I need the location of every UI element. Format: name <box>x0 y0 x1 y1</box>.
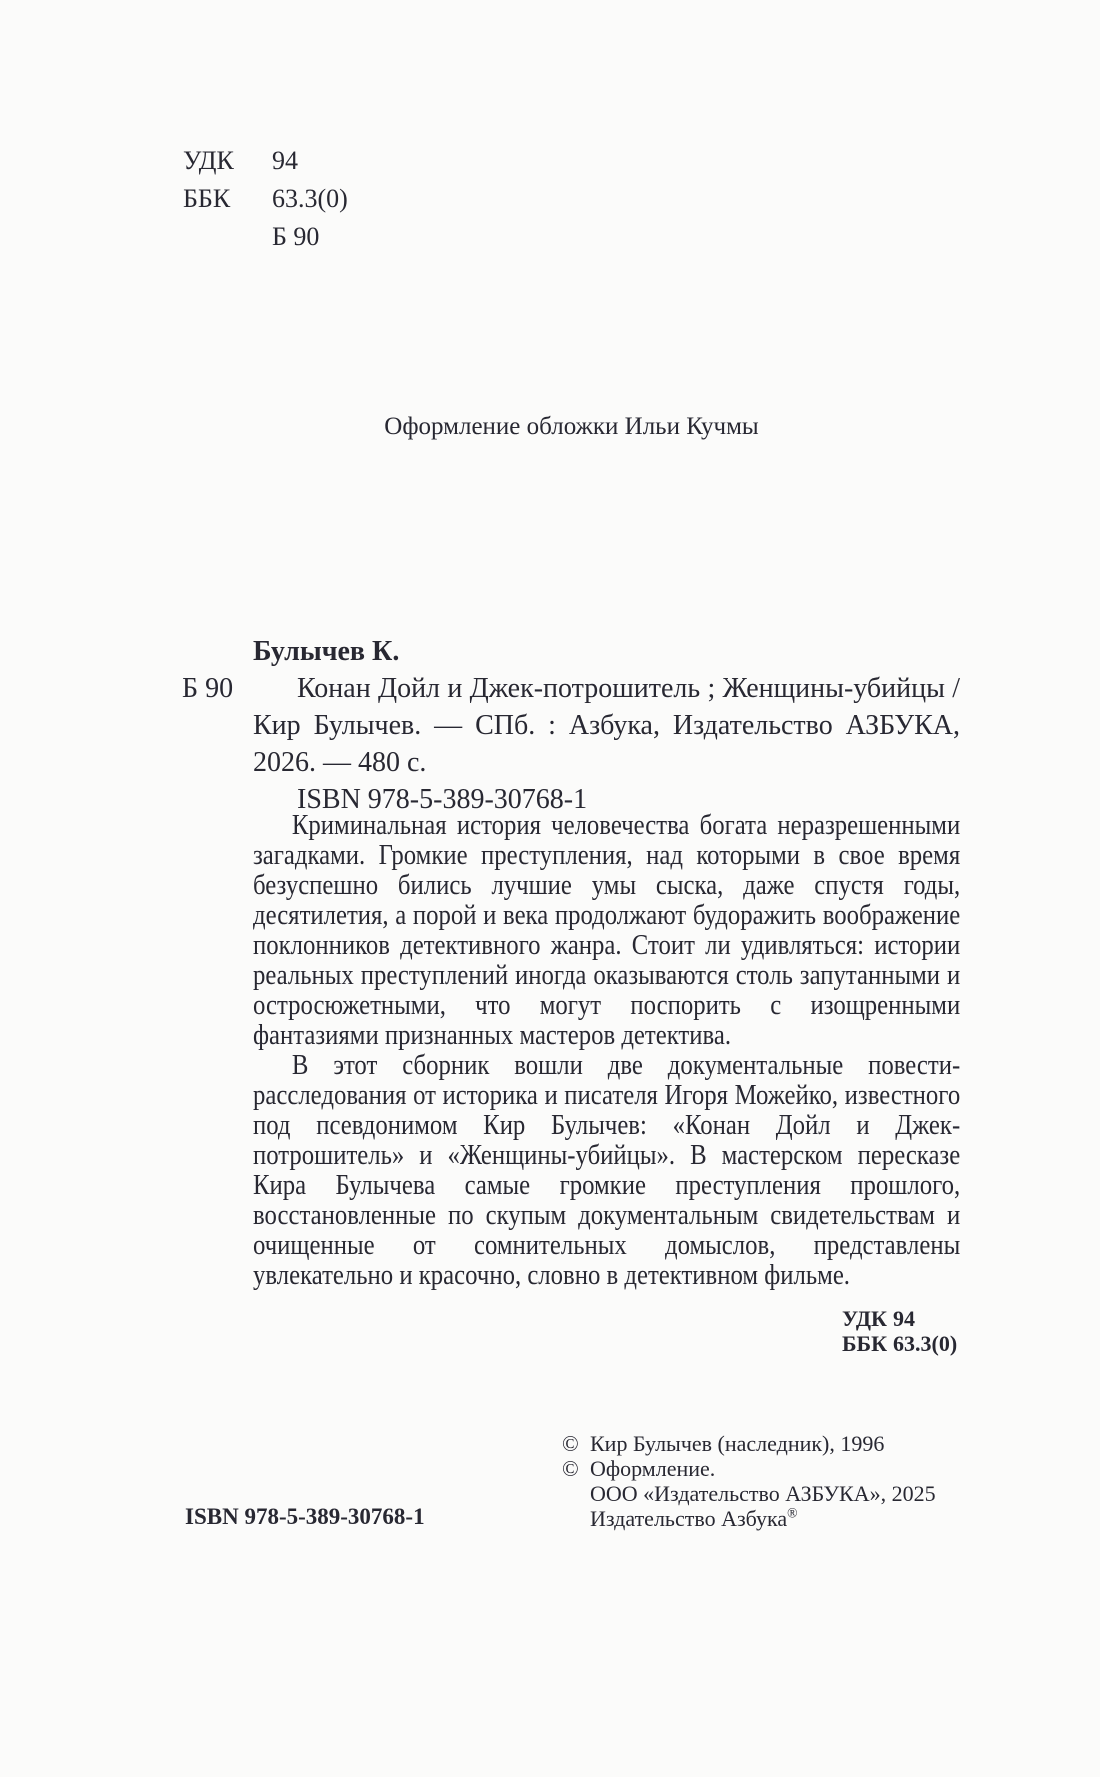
isbn-catalog-line: ISBN 978-5-389-30768-1 <box>297 784 588 815</box>
udk-label-bottom: УДК <box>842 1306 888 1331</box>
author-sign-spacer <box>183 218 272 256</box>
copyright-block <box>562 1431 936 1531</box>
registered-trademark-symbol: ® <box>787 1505 798 1521</box>
description-wrapper <box>183 670 960 781</box>
udk-row-bottom <box>842 1306 957 1331</box>
bbk-row-bottom <box>842 1331 957 1356</box>
annotation-block <box>253 811 960 1291</box>
copyright-mark-spacer <box>562 1506 590 1531</box>
udk-value: 94 <box>272 146 298 175</box>
copyright-symbol: © <box>562 1456 579 1481</box>
copyright-imprint-text <box>590 1506 798 1531</box>
copyright-mark-spacer <box>562 1481 590 1506</box>
copyright-row-design <box>562 1456 936 1481</box>
annotation-paragraph-1: Криминальная история человечества богата неразрешенными загадками. Громкие преступления, над которыми в свое время безуспешно бились лучшие умы сыска, даже спустя годы, десятилетия, а порой и века продолжают будоражить воображение поклонников детективного жанра. Стоит ли удивляться: истории реальных преступлений иногда оказываются столь запутанными и остросюжетными, что могут поспорить с изощренными фантазиями признанных мастеров детектива. <box>253 810 961 1051</box>
copyright-author-text: Кир Булычев (наследник), 1996 <box>590 1431 885 1456</box>
copyright-row-publisher <box>562 1481 936 1506</box>
copyright-publisher-text: ООО «Издательство АЗБУКА», 2025 <box>590 1481 936 1506</box>
udk-value-bottom: 94 <box>893 1306 915 1331</box>
bbk-label-bottom: ББК <box>842 1331 888 1356</box>
isbn-bottom-line: ISBN 978-5-389-30768-1 <box>185 1504 425 1529</box>
annotation-paragraph-2: В этот сборник вошли две документальные повести-расследования от историка и писателя Игоря Можейко, известного под псевдонимом Кир Булычев: «Конан Дойл и Джек-потрошитель» и «Женщины-убийцы». В мастерском пересказе Кира Булычева самые громкие преступления прошлого, восстановленные по скупым документальным свидетельствам и очищенные от сомнительных домыслов, представлены увлекательно и красочно, словно в детективном фильме. <box>253 1050 961 1291</box>
author-sign-value: Б 90 <box>272 222 320 251</box>
bbk-value-bottom: 63.3(0) <box>893 1331 958 1356</box>
udk-label: УДК <box>183 146 234 175</box>
copyright-symbol: © <box>562 1431 579 1456</box>
bbk-value: 63.3(0) <box>272 184 348 213</box>
cover-credit-line: Оформление обложки Ильи Кучмы <box>384 413 759 440</box>
imprint-name: Издательство Азбука <box>590 1506 788 1531</box>
copyright-row-author <box>562 1431 936 1456</box>
copyright-design-text: Оформление. <box>590 1456 716 1481</box>
author-heading: Булычев К. <box>253 636 400 667</box>
catalog-card <box>183 633 960 818</box>
bottom-classification-block <box>842 1306 957 1356</box>
bbk-row <box>183 180 348 218</box>
top-classification-block <box>183 142 348 256</box>
author-sign-margin: Б 90 <box>182 673 234 704</box>
author-sign-row <box>183 218 348 256</box>
bibliographic-description: Конан Дойл и Джек-потрошитель ; Женщины-убийцы / Кир Булычев. — СПб. : Азбука, Издательство АЗБУКА, 2026. — 480 с. <box>253 673 960 778</box>
copyright-row-imprint <box>562 1506 936 1531</box>
bbk-label: ББК <box>183 184 231 213</box>
udk-row <box>183 142 348 180</box>
